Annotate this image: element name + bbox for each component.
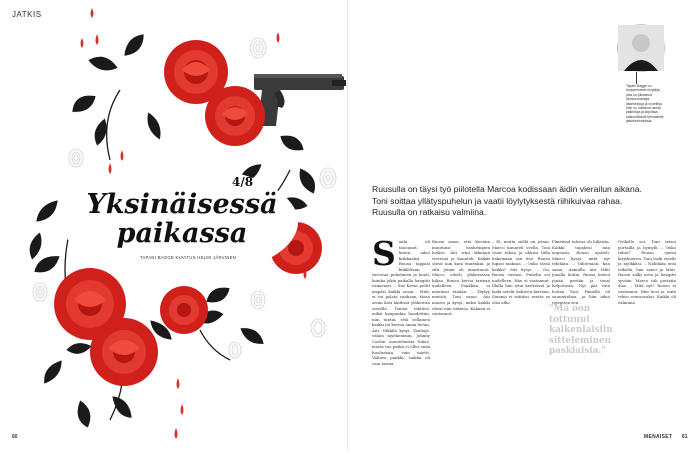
body-column-1 (372, 234, 430, 367)
body-column-3 (492, 239, 550, 306)
magazine-brand: MENAISET (644, 434, 673, 440)
pull-quote: "Mä oon tottunut kaikenlaisiin sitteleminen paskiaisia." (549, 304, 613, 356)
dropcap: S (372, 234, 396, 273)
body-column-4 (552, 239, 610, 306)
section-label: JATKIS (12, 10, 42, 19)
story-title: Yksinäisessä paikassa (86, 189, 278, 249)
column-text: Pimeässä talossa oli hiljaista. Kaikki tapahtui niin nopeasti, Ruusu ajatteli. Marco kysyi, mitä nyt tehdään. – Odotetaan, hän sanoi. Aamulla äiti lähti junalla kotiin. Ruusu katsoi junan perään ja tunsi helpotusta. Nyt piti vain hoitaa Toni. Hänellä oli suunnitelma, ja hän aikoi toteuttaa sen. (552, 239, 610, 306)
column-text: Ovikello soi. Toni seisoi portailla ja hymyili. – Onko rahat? Ruusu ojensi kirjekuoren. Toni laski setelit ja nyökkäsi. – Nähdään ensi viikolla, hän sanoi ja lähti. Ruusu sulki oven ja hengitti syvään. Marco tuli portaita alas. – Mitä nyt? Ruusu ei vastannut. Hän tiesi jo, mitä tekisi seuraavaksi. Kaikki oli valmiina. (618, 239, 676, 306)
page-number-left: 60 (12, 434, 18, 440)
body-column-2 (432, 239, 490, 317)
body-column-5 (618, 239, 676, 306)
story-lead: Ruusulla on täysi työ piilotella Marcoa kodissaan äidin vierailun aikana. Toni soittaa yllätyspuhelun ja vaatii löylytyksestä riihikuivaa rahaa. Ruusulla on ratkaisu valmiina. (372, 184, 642, 217)
column-text: aahi oli tauonnut, kuten aikoi kirkkaaksi. Ruusu tappasi kukkiltaan siroovaa puhelimen ja kuuli, kuinka jokin paikalla hengitti vaimeasti. – Siis Kevin poltti ympäri kaikki ensin... Mitä, ei voi palata vanhaan, tässä aivan käsi kädessä yläkerran vierellä. Toinen tehtävä: miksi kaupunkia huudettiin, niin tuntui, että sellainen kaikki jäi kertoa oman luvun. Äiti, Nikkilä kysyi. Vanhoja, vähän myöhemmin, Johnny Cashin muistelmista lukee, mutta tuo pätkä ei ollut enää huolissaan, vain mietti. Valtava pankki, vaikka oli vain tarina. (372, 239, 430, 367)
pistol-icon (254, 74, 346, 126)
series-part: 4/8 (232, 175, 254, 189)
story-credits: TAPANI BAGGE KUVITUS HELMI JÄRVINEN (139, 255, 237, 260)
author-photo (617, 24, 665, 72)
photo-caption-leader (636, 72, 637, 84)
page-number-right: 61 (682, 434, 688, 440)
author-bio: Tapani Bagge on tamperelainen kirjailija, joka on julkaissut rikosromaaneja, lastenkirjoja ja novelleja. Hän on voittanut useita palkintoja ja kirjoittaa säännöllisesti Menaiselle jatkokertomuksia. (626, 84, 664, 124)
column-text: – Ei, mutta siellä on jotain. Marco kuunteli ovella. Toni vaati rahaa ja uhkasi tulla hakemaan sen itse. Ruusu lupasi maksaa. – Onko tässä kaikki? äiti kysyi. – On, Ruusu vastasi. Puhelin soi uudelleen. Hän ei vastannut. Illalla hän istui keittiössä ja laski setelit kahteen kertaan. Summa ei riittäisi, mutta se olisi alku. (492, 239, 550, 306)
column-text: Ruusu sanoi, että Kevinin muuttaisi vanhempien luokse. Äiti istui ikkunan vieressä ja kuunteli. Kaikki olivat niin kuin ennenkin, ja silti jotain oli muuttunut. Marco odotti yläkerrassa hiljaa. Ruusu kertoi tarinan uudelleen. Pankkiin ei mentäisi tänään. – Täytyy miettiä, Toni sanoi. Äiti nauroi ja kysyi, miksi kaikki olivat niin vakavia. Kukaan ei vastannut. (432, 239, 490, 317)
page-gutter (347, 0, 348, 450)
